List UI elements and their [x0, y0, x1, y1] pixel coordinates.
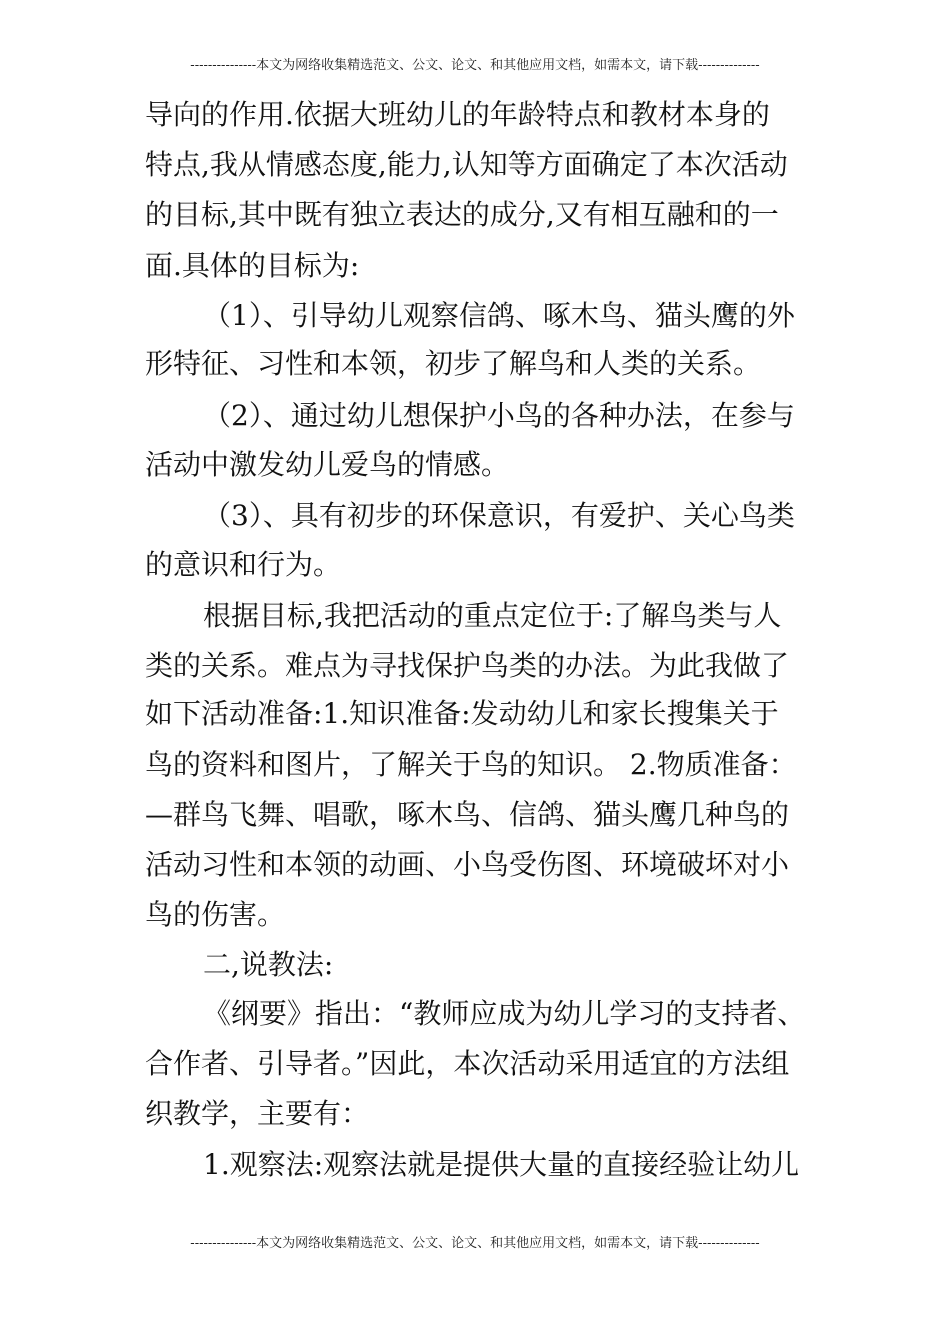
- text-line: 形特征、习性和本领，初步了解鸟和人类的关系。: [145, 347, 762, 380]
- text-line: 如下活动准备:1.知识准备:发动幼儿和家长搜集关于: [145, 697, 779, 730]
- text-line: 根据目标,我把活动的重点定位于:了解鸟类与人: [203, 599, 782, 632]
- text-line: （3）、具有初步的环保意识，有爱护、关心鸟类: [203, 499, 795, 532]
- text-line: 类的关系。难点为寻找保护鸟类的办法。为此我做了: [145, 649, 790, 682]
- text-line: 面.具体的目标为:: [145, 249, 360, 282]
- page-footer: ---------------本文为网络收集精选范文、公文、论文、和其他应用文档，如需本文，请下载--------------: [190, 1236, 760, 1251]
- text-line: —群鸟飞舞、唱歌，啄木鸟、信鸽、猫头鹰几种鸟的: [145, 798, 790, 831]
- text-line: 的意识和行为。: [145, 548, 342, 581]
- text-line: 活动习性和本领的动画、小鸟受伤图、环境破坏对小: [145, 848, 790, 881]
- text-line: 特点,我从情感态度,能力,认知等方面确定了本次活动: [145, 148, 788, 181]
- text-line: 鸟的伤害。: [145, 898, 286, 931]
- text-line: 《纲要》指出：“教师应成为幼儿学习的支持者、: [203, 997, 806, 1030]
- text-line: 合作者、引导者。”因此，本次活动采用适宜的方法组: [145, 1047, 790, 1080]
- text-line: 1.观察法:观察法就是提供大量的直接经验让幼儿: [203, 1148, 800, 1181]
- text-line: （2）、通过幼儿想保护小鸟的各种办法，在参与: [203, 399, 795, 432]
- text-line: 导向的作用.依据大班幼儿的年龄特点和教材本身的: [145, 98, 770, 131]
- text-line: 的目标,其中既有独立表达的成分,又有相互融和的一: [145, 198, 779, 231]
- text-line: 鸟的资料和图片，了解关于鸟的知识。 2.物质准备：: [145, 748, 797, 781]
- page-header: ---------------本文为网络收集精选范文、公文、论文、和其他应用文档，如需本文，请下载--------------: [190, 58, 760, 73]
- text-line: 活动中激发幼儿爱鸟的情感。: [145, 448, 510, 481]
- text-line: （1）、引导幼儿观察信鸽、啄木鸟、猫头鹰的外: [203, 299, 795, 332]
- text-line: 织教学，主要有：: [145, 1097, 370, 1130]
- section-heading: 二,说教法:: [203, 948, 334, 981]
